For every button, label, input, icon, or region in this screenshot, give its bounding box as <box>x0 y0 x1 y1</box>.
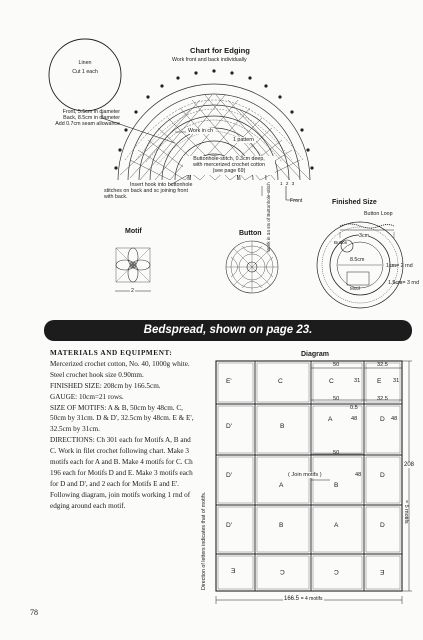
cell-r3c1: D' <box>226 472 233 479</box>
materials-para-4: SIZE OF MOTIFS: A & B, 50cm by 48cm. C, 50cm by 31cm. D & D', 32.5cm by 48cm. E & E', 32.5cm by 31cm. <box>50 403 194 434</box>
pattern-label: 1 pattern <box>233 137 254 143</box>
cell-r4c1: D' <box>226 522 233 529</box>
finished-size-title: Finished Size <box>332 199 377 206</box>
cell-r2c3-dim: 48 <box>351 416 358 422</box>
cell-r5c3: C <box>334 568 339 575</box>
cell-r5c4: E <box>380 568 385 575</box>
front-label: Front <box>290 198 303 204</box>
dim-mid-d: 0.5 <box>350 405 358 411</box>
cell-r2c4: D <box>380 416 385 423</box>
materials-para-5: DIRECTIONS: Ch 301 each for Motifs A, B and C. Work in filet crochet following chart. Make 3 motifs each for A and B. Make 4 motifs for C. Ch 196 each for Motifs D and E. Make 3 motifs each for D and D', and 2 each for Motifs E and E'. Following diagram, join motifs working 1 rnd of edging around each motif. <box>50 436 193 510</box>
dim-top-b: 32.5 <box>377 362 388 368</box>
diagram-title: Diagram <box>301 351 330 358</box>
join-motifs-note: ( Join motifs ) <box>288 472 322 478</box>
width-note: = 4 motifs <box>300 596 323 602</box>
cell-r4c2: B <box>279 522 284 529</box>
seam-allowance: Add 0.7cm seam allowance <box>55 121 120 128</box>
stitch-numbers: 1 2 3 <box>280 181 296 186</box>
cell-r1c2: C <box>278 378 283 385</box>
cell-r1c4-dim: 31 <box>393 378 400 384</box>
cell-r1c1: E' <box>226 378 232 385</box>
cell-r4c3: A <box>334 522 339 529</box>
dim-mid-e: 32.5 <box>377 396 388 402</box>
materials-para-2: FINISHED SIZE: 208cm by 166.5cm. <box>50 381 161 390</box>
page-number: 78 <box>30 608 38 617</box>
dim-lower-f: 50 <box>333 450 340 456</box>
rounds-1: 1cm= 2 rnd <box>386 263 413 269</box>
cell-r5c2: C <box>280 568 285 575</box>
motif-title: Motif <box>125 228 142 235</box>
cell-r2c2: B <box>280 423 285 430</box>
cell-r3c3: B <box>334 482 339 489</box>
work-sts-label: Work in 34 sts of Buttonhole-stitch <box>266 182 271 252</box>
linen-line1: Linen <box>78 60 92 66</box>
finished-button-label: Button <box>334 240 348 245</box>
finished-motif-label: Motif <box>350 286 360 291</box>
height-note: = 5 motifs <box>403 500 409 524</box>
section-banner: Bedspread, shown on page 23. <box>44 320 412 341</box>
direction-note: Direction of letters indicates that of motifs. <box>201 491 207 590</box>
cell-r3c4: D <box>380 472 385 479</box>
front-size: Front, 5.5cm in diameter <box>62 109 120 115</box>
width-dim: 166.5 <box>284 596 300 602</box>
cell-r1c4: E <box>377 378 382 385</box>
materials-para-3: GAUGE: 10cm=21 rows. <box>50 392 124 401</box>
dim-mid-c: 50 <box>333 396 340 402</box>
width-note-wrap <box>283 596 324 602</box>
edging-subtitle: Work front and back individually <box>172 57 247 63</box>
cell-r1c3: C <box>329 378 334 385</box>
buttonhole-line1: Buttonhole-stitch, 0.3cm deep, <box>193 156 265 162</box>
rounds-2: 1.5cm= 3 rnd <box>388 280 420 286</box>
insert-line1: Insert hook into buttonhole <box>130 182 193 188</box>
height-dim: 208 <box>404 462 415 468</box>
work-in-ch: Work in ch <box>188 128 213 134</box>
cell-r2c1: D' <box>226 423 233 430</box>
edging-title: Chart for Edging <box>190 46 250 55</box>
buttonhole-line2: with mercerized crochet cotton <box>193 162 265 169</box>
cell-r5c1: E <box>231 568 236 575</box>
button-loop-label: Button Loop <box>364 211 393 217</box>
back-size: Back, 8.5cm in diameter <box>63 115 120 122</box>
materials-para-1: Mercerized crochet cotton, No. 40, 1000g white. Steel crochet hook size 0.90mm. <box>50 359 190 379</box>
cell-r2c3: A <box>328 416 333 423</box>
materials-heading: MATERIALS AND EQUIPMENT: <box>50 349 173 357</box>
cell-r4c4: D <box>380 522 385 529</box>
linen-line2: Cut 1 each <box>72 69 98 76</box>
cell-r1c3-dim: 31 <box>354 378 361 384</box>
cell-r3c2: A <box>279 482 284 489</box>
insert-line3: with back. <box>104 194 128 201</box>
button-loop-length: 3cm <box>359 233 370 239</box>
dim-top-a: 50 <box>333 362 340 368</box>
motif-width: 2 <box>131 288 134 294</box>
cell-r2c4-dim: 48 <box>391 416 398 422</box>
cell-r3c3-dim: 48 <box>355 472 362 478</box>
button-title: Button <box>239 230 262 237</box>
insert-line2: stitches on back and sc joining front <box>104 188 188 195</box>
finished-diameter: 8.5cm <box>350 257 365 263</box>
buttonhole-line3: (see page 69) <box>212 168 246 175</box>
